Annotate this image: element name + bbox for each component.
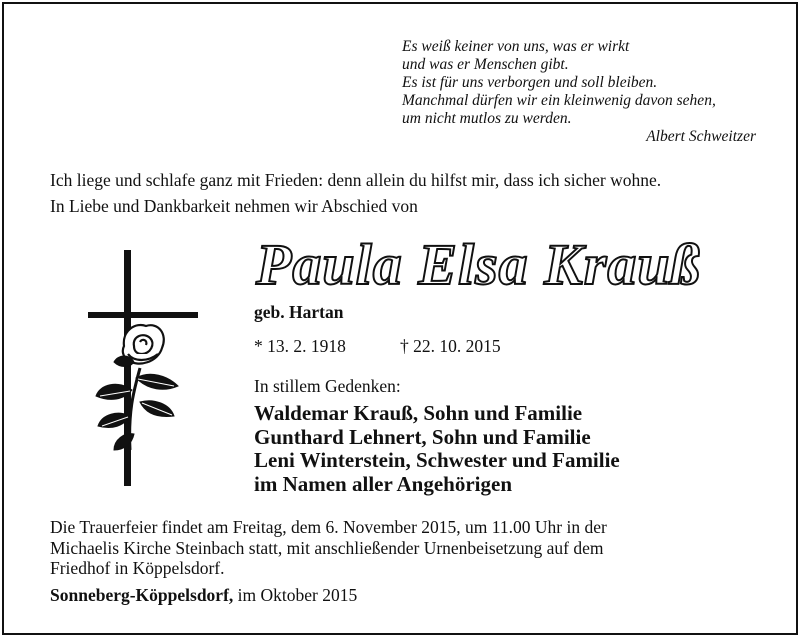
closing-date: im Oktober 2015 bbox=[233, 585, 358, 605]
quote-line: um nicht mutlos zu werden. bbox=[402, 110, 572, 127]
funeral-line: Friedhof in Köppelsdorf. bbox=[50, 558, 225, 578]
place-and-date bbox=[50, 584, 357, 606]
mourner-line: Waldemar Krauß, Sohn und Familie bbox=[254, 401, 583, 425]
psalm-line: Ich liege und schlafe ganz mit Frieden: denn allein du hilfst mir, dass ich sicher wohne. bbox=[50, 170, 662, 190]
mourner-line: Gunthard Lehnert, Sohn und Familie bbox=[254, 424, 591, 449]
birth-date: * 13. 2. 1918 bbox=[254, 336, 346, 356]
life-dates bbox=[254, 335, 501, 357]
mourner-line: im Namen aller Angehörigen bbox=[254, 471, 513, 496]
birth-name: geb. Hartan bbox=[254, 302, 344, 322]
cross-with-rose-icon bbox=[88, 250, 198, 490]
quote-line: Manchmal dürfen wir ein kleinwenig davon sehen, bbox=[402, 92, 716, 109]
funeral-details bbox=[50, 517, 607, 579]
death-date: † 22. 10. 2015 bbox=[400, 336, 501, 356]
funeral-line: Michaelis Kirche Steinbach statt, mit anschließender Urnenbeisetzung auf dem bbox=[50, 537, 604, 558]
mourners-label: In stillem Gedenken: bbox=[254, 376, 401, 396]
farewell-line: In Liebe und Dankbarkeit nehmen wir Abschied von bbox=[50, 196, 418, 216]
closing-place: Sonneberg-Köppelsdorf, bbox=[50, 585, 234, 605]
quote-line: Es weiß keiner von uns, was er wirkt bbox=[402, 38, 630, 55]
schweitzer-quote bbox=[402, 38, 762, 146]
funeral-line: Die Trauerfeier findet am Freitag, dem 6. November 2015, um 11.00 Uhr in der bbox=[50, 517, 607, 537]
farewell-text bbox=[50, 167, 661, 219]
quote-line: und was er Menschen gibt. bbox=[402, 56, 569, 73]
quote-line: Es ist für uns verborgen und soll bleiben. bbox=[402, 74, 658, 91]
obituary-card bbox=[2, 2, 798, 635]
deceased-name: Paula Elsa Krauß bbox=[256, 232, 701, 297]
mourners-list bbox=[254, 402, 620, 496]
mourner-line: Leni Winterstein, Schwester und Familie bbox=[254, 448, 620, 472]
quote-author: Albert Schweitzer bbox=[646, 128, 756, 145]
